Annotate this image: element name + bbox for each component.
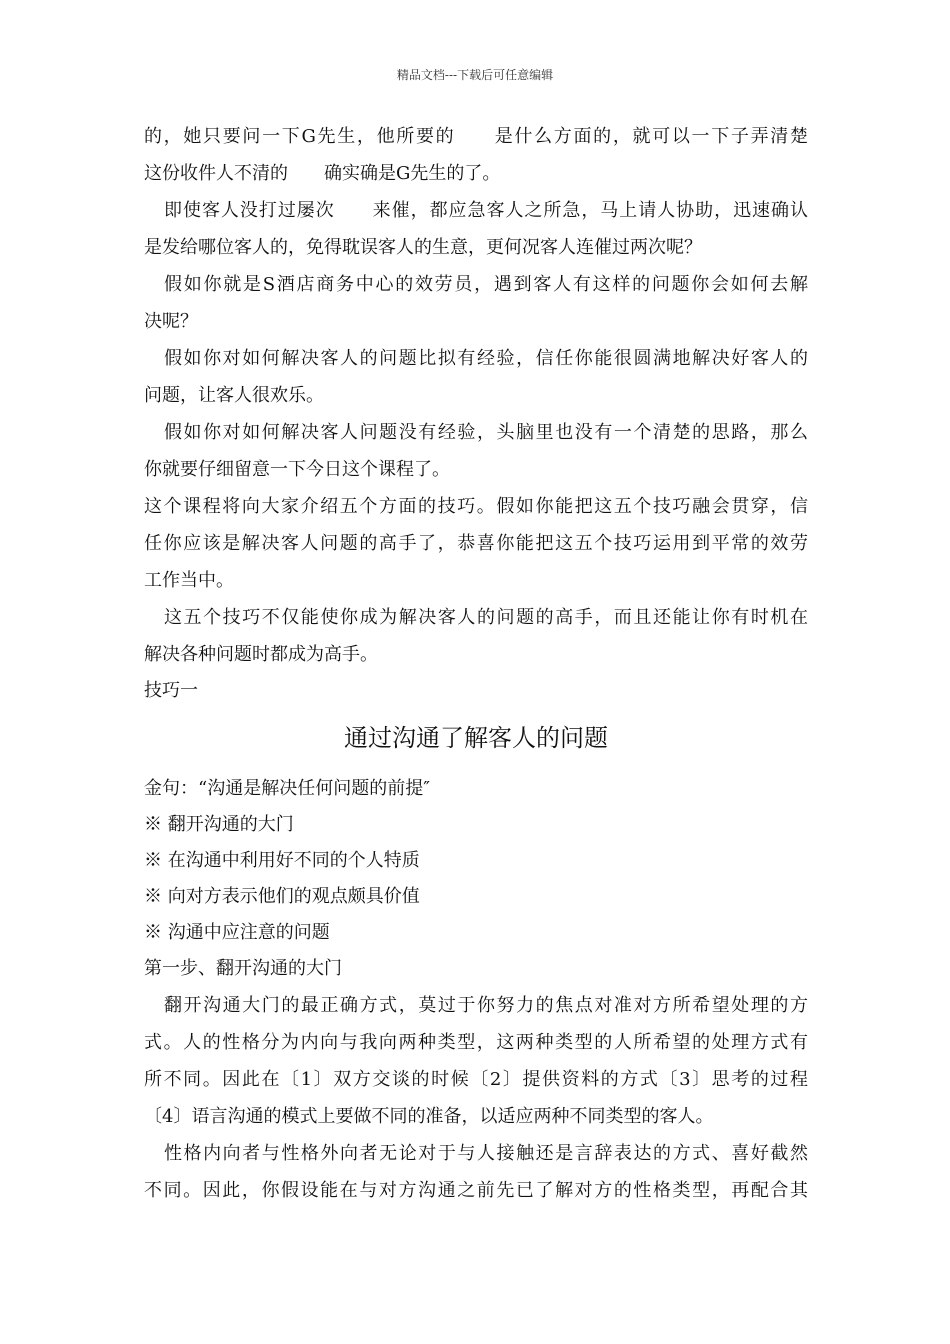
paragraph-line: 决呢？: [144, 311, 198, 332]
document-body: [144, 118, 808, 1209]
step-heading: 第一步、翻开沟通的大门: [144, 958, 342, 979]
section-title: 通过沟通了解客人的问题: [344, 724, 608, 752]
paragraph-line: 解决各种问题时都成为高手。: [144, 644, 378, 665]
technique-label: 技巧一: [144, 680, 198, 701]
paragraph-line: 你就要仔细留意一下今日这个课程了。: [144, 459, 450, 480]
page-header: 精品文档---下载后可任意编辑: [396, 68, 554, 82]
bullet-item: ※ 在沟通中利用好不同的个人特质: [144, 850, 420, 871]
paragraph-line: 式。人的性格分为内向与我向两种类型，这两种类型的人所希望的处理方式有: [144, 1032, 808, 1053]
paragraph-line: 的，她只要问一下G先生，他所要的 是什么方面的，就可以一下子弄清楚: [144, 126, 808, 147]
paragraph-line: 即使客人没打过屡次 来催，都应急客人之所急，马上请人协助，迅速确认: [164, 200, 808, 221]
paragraph-line: 是发给哪位客人的，免得耽误客人的生意，更何况客人连催过两次呢？: [144, 237, 702, 258]
paragraph-line: 翻开沟通大门的最正确方式，莫过于你努力的焦点对准对方所希望处理的方: [164, 995, 808, 1016]
paragraph-line: 这个课程将向大家介绍五个方面的技巧。假如你能把这五个技巧融会贯穿，信: [144, 496, 808, 517]
paragraph-line: 假如你就是S酒店商务中心的效劳员，遇到客人有这样的问题你会如何去解: [164, 274, 808, 295]
paragraph-line: 不同。因此，你假设能在与对方沟通之前先已了解对方的性格类型，再配合其: [144, 1180, 808, 1201]
paragraph-line: 〔4〕语言沟通的模式上要做不同的准备，以适应两种不同类型的客人。: [144, 1106, 714, 1127]
paragraph-line: 所不同。因此在〔1〕双方交谈的时候〔2〕提供资料的方式〔3〕思考的过程: [144, 1069, 808, 1090]
paragraph-line: 任你应该是解决客人问题的高手了，恭喜你能把这五个技巧运用到平常的效劳: [144, 533, 808, 554]
bullet-item: ※ 向对方表示他们的观点颇具价值: [144, 886, 420, 907]
bullet-item: ※ 翻开沟通的大门: [144, 814, 294, 835]
paragraph-line: 假如你对如何解决客人的问题比拟有经验，信任你能很圆满地解决好客人的: [164, 348, 808, 369]
paragraph-line: 性格内向者与性格外向者无论对于与人接触还是言辞表达的方式、喜好截然: [164, 1143, 808, 1164]
paragraph-line: 这五个技巧不仅能使你成为解决客人的问题的高手，而且还能让你有时机在: [164, 607, 808, 628]
paragraph-line: 假如你对如何解决客人问题没有经验，头脑里也没有一个清楚的思路，那么: [164, 422, 808, 443]
quote-line: 金句：“沟通是解决任何问题的前提″: [144, 778, 430, 799]
bullet-item: ※ 沟通中应注意的问题: [144, 922, 330, 943]
paragraph-line: 问题，让客人很欢乐。: [144, 385, 324, 406]
paragraph-line: 这份收件人不清的 确实确是G先生的了。: [144, 163, 501, 184]
paragraph-line: 工作当中。: [144, 570, 234, 591]
